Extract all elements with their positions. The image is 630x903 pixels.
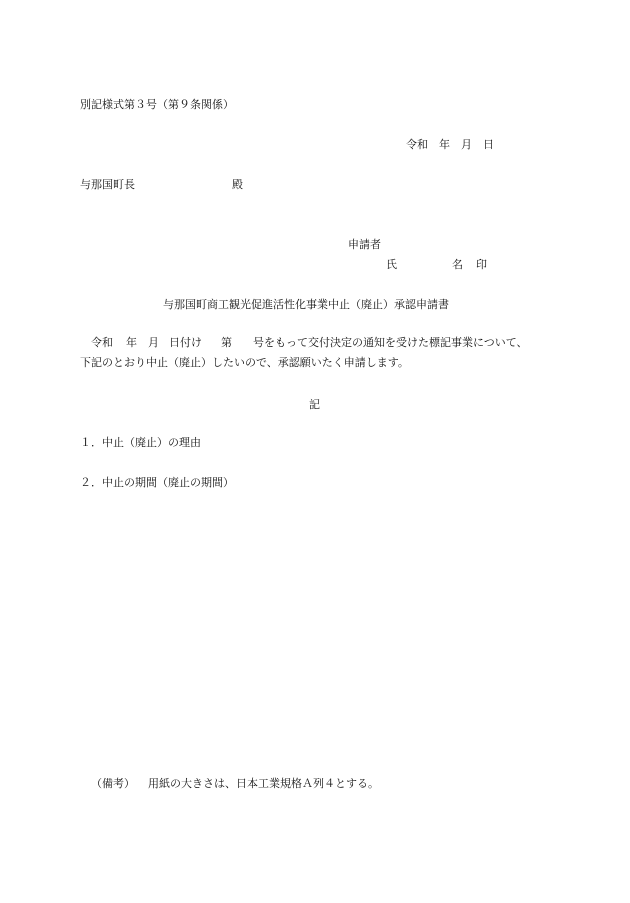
date-line bbox=[406, 138, 494, 152]
remarks-text: 用紙の大きさは、日本工業規格Ａ列４とする。 bbox=[148, 777, 379, 790]
body-line-2: 下記のとおり中止（廃止）したいので、承認願いたく申請します。 bbox=[80, 356, 409, 369]
remarks bbox=[91, 777, 379, 791]
date-day: 日 bbox=[483, 138, 494, 151]
remarks-label: （備考） bbox=[91, 777, 135, 790]
body-number-prefix: 第 bbox=[221, 336, 232, 349]
item-1 bbox=[80, 436, 201, 450]
applicant-label: 申請者 bbox=[348, 238, 381, 251]
date-month: 月 bbox=[461, 138, 472, 151]
item-2 bbox=[80, 476, 234, 490]
body-year: 年 bbox=[126, 336, 137, 349]
applicant-name-label-1: 氏 bbox=[386, 258, 397, 271]
date-era: 令和 bbox=[406, 138, 428, 151]
document-title: 与那国町商工観光促進活性化事業中止（廃止）承認申請書 bbox=[163, 298, 449, 311]
seal-mark: 印 bbox=[476, 258, 487, 271]
addressee-honorific: 殿 bbox=[232, 178, 243, 191]
body-era: 令和 bbox=[91, 336, 113, 349]
item-2-number: ２． bbox=[80, 476, 102, 489]
form-header: 別記様式第３号（第９条関係） bbox=[80, 98, 234, 111]
body-month: 月 bbox=[148, 336, 159, 349]
body-line-1 bbox=[91, 336, 528, 350]
item-1-text: 中止（廃止）の理由 bbox=[102, 436, 201, 449]
applicant-name-label-2: 名 bbox=[452, 258, 463, 271]
notation-ki: 記 bbox=[309, 398, 320, 411]
item-2-text: 中止の期間（廃止の期間） bbox=[102, 476, 234, 489]
addressee-name: 与那国町長 bbox=[80, 178, 135, 191]
item-1-number: １． bbox=[80, 436, 102, 449]
date-year: 年 bbox=[439, 138, 450, 151]
body-rest: 号をもって交付決定の通知を受けた標記事業について、 bbox=[253, 336, 528, 349]
body-dated: 日付け bbox=[169, 336, 202, 349]
